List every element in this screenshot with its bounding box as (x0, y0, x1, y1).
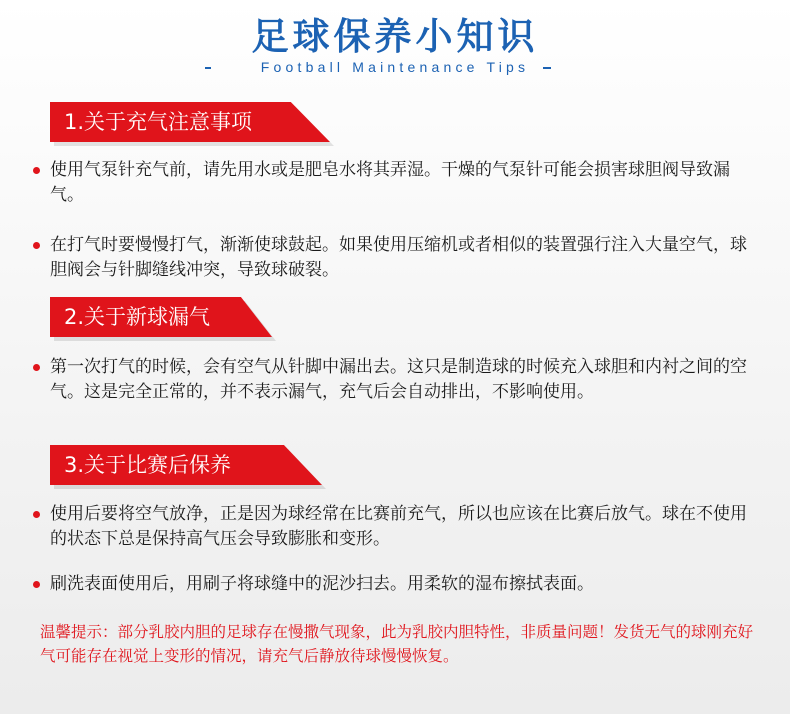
section-heading-text: 2.关于新球漏气 (64, 305, 211, 329)
section-header-post-match-care (50, 445, 322, 485)
list-item-text: 使用气泵针充气前，请先用水或是肥皂水将其弄湿。干燥的气泵针可能会损害球胆阀导致漏气。 (50, 160, 730, 205)
bullet-dot-icon (33, 242, 40, 249)
list-item (33, 572, 753, 597)
list-item (33, 158, 753, 208)
page-subtitle: Football Maintenance Tips (260, 59, 530, 75)
bullet-dot-icon (33, 364, 40, 371)
bullet-dot-icon (33, 167, 40, 174)
section-header-inflation (50, 102, 330, 142)
list-item-text: 在打气时要慢慢打气，渐渐使球鼓起。如果使用压缩机或者相似的装置强行注入大量空气，球胆阀会与针脚缝线冲突，导致球破裂。 (50, 235, 747, 280)
page-title: 足球保养小知识 (251, 15, 539, 58)
list-item-text: 刷洗表面使用后，用刷子将球缝中的泥沙扫去。用柔软的湿布擦拭表面。 (50, 574, 594, 594)
section-heading-text: 1.关于充气注意事项 (64, 110, 253, 134)
list-item (33, 233, 753, 283)
subtitle-right-rule (543, 67, 551, 69)
bullet-dot-icon (33, 511, 40, 518)
list-item-text: 使用后要将空气放净，正是因为球经常在比赛前充气，所以也应该在比赛后放气。球在不使用的状态下总是保持高气压会导致膨胀和变形。 (50, 504, 747, 549)
warm-tip-notice: 温馨提示：部分乳胶内胆的足球存在慢撒气现象，此为乳胶内胆特性，非质量问题！发货无气的球刚充好气可能存在视觉上变形的情况，请充气后静放待球慢慢恢复。 (40, 623, 754, 665)
section-heading-text: 3.关于比赛后保养 (64, 453, 232, 477)
bullet-dot-icon (33, 581, 40, 588)
list-item (33, 502, 753, 552)
section-header-new-ball-leak (50, 297, 272, 337)
list-item-text: 第一次打气的时候，会有空气从针脚中漏出去。这只是制造球的时候充入球胆和内衬之间的空气。这是完全正常的，并不表示漏气，充气后会自动排出，不影响使用。 (50, 357, 747, 402)
list-item (33, 355, 753, 405)
